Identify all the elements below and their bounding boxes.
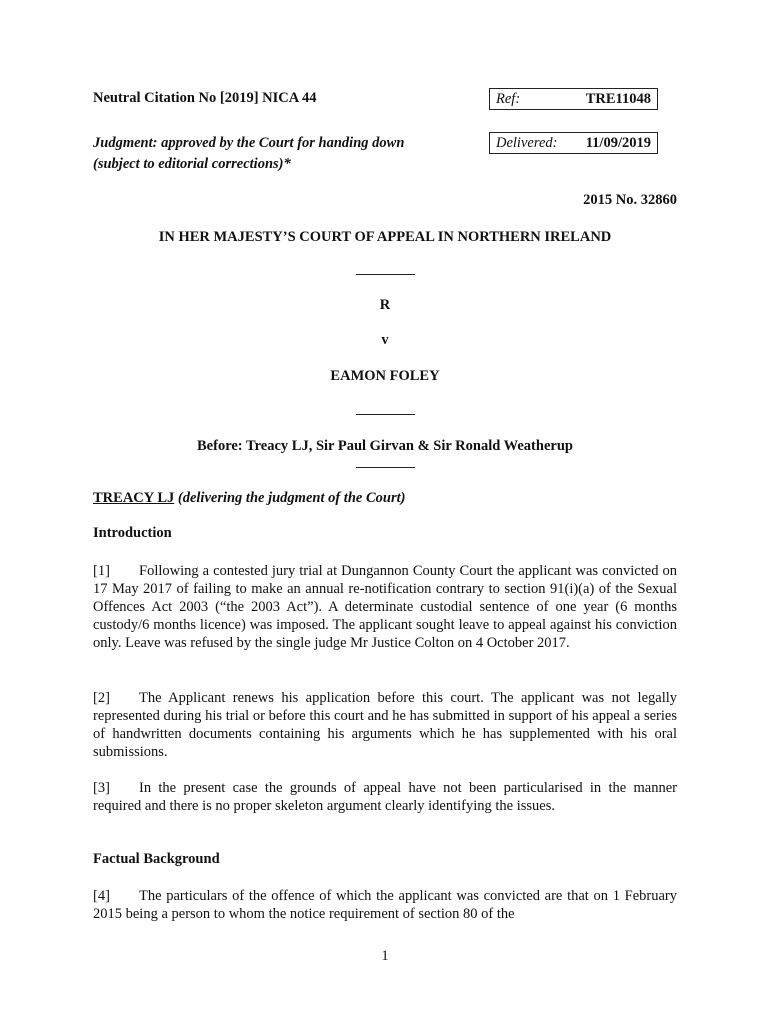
paragraph-3 xyxy=(93,779,677,815)
section-heading-factual-background: Factual Background xyxy=(93,851,220,867)
paragraph-text: The Applicant renews his application before this court. The applicant was not legally represented during his trial or before this court and he has submitted in support of his appeal a series of handwritten documents containing his arguments which he has supplemented with his oral submissions. xyxy=(93,690,677,760)
neutral-citation: Neutral Citation No [2019] NICA 44 xyxy=(93,90,317,106)
divider xyxy=(356,274,415,275)
court-title: IN HER MAJESTY’S COURT OF APPEAL IN NORTHERN IRELAND xyxy=(158,229,612,245)
divider xyxy=(356,414,415,415)
party-r: R xyxy=(379,297,391,313)
party-defendant: EAMON FOLEY xyxy=(330,368,440,384)
paragraph-1 xyxy=(93,562,677,652)
judge-heading xyxy=(93,490,405,507)
ref-box xyxy=(489,88,658,110)
ref-label: Ref: xyxy=(496,91,521,107)
divider xyxy=(356,467,415,468)
judgment-approval-line2: (subject to editorial corrections)* xyxy=(93,156,291,172)
section-heading-introduction: Introduction xyxy=(93,525,172,541)
judgment-approval-line1: Judgment: approved by the Court for handing down xyxy=(93,135,405,151)
before-judges: Before: Treacy LJ, Sir Paul Girvan & Sir Ronald Weatherup xyxy=(197,438,573,454)
paragraph-number: [1] xyxy=(93,563,110,579)
paragraph-4 xyxy=(93,887,677,923)
page-number: 1 xyxy=(381,948,389,964)
paragraph-text: In the present case the grounds of appeal have not been particularised in the manner required and there is no proper skeleton argument clearly identifying the issues. xyxy=(93,780,677,814)
ref-value: TRE11048 xyxy=(585,91,651,107)
paragraph-2 xyxy=(93,689,677,761)
paragraph-text: The particulars of the offence of which the applicant was convicted are that on 1 February 2015 being a person to whom the notice requirement of section 80 of the xyxy=(93,888,677,922)
paragraph-number: [2] xyxy=(93,690,110,706)
delivered-value: 11/09/2019 xyxy=(585,135,651,151)
judge-note: (delivering the judgment of the Court) xyxy=(177,490,406,506)
paragraph-text: Following a contested jury trial at Dungannon County Court the applicant was convicted on 17 May 2017 of failing to make an annual re-notification contrary to section 91(i)(a) of the Sexual Offences Act 2003 (“the 2003 Act”). A determinate custodial sentence of one year (6 months custody/6 months licence) was imposed. The applicant sought leave to appeal against his conviction only. Leave was refused by the single judge Mr Justice Colton on 4 October 2017. xyxy=(93,563,677,651)
paragraph-number: [4] xyxy=(93,888,110,904)
judge-name: TREACY LJ xyxy=(93,490,175,506)
paragraph-number: [3] xyxy=(93,780,110,796)
case-number: 2015 No. 32860 xyxy=(583,192,677,208)
delivered-label: Delivered: xyxy=(496,135,558,151)
delivered-box xyxy=(489,132,658,154)
party-versus: v xyxy=(381,332,389,348)
